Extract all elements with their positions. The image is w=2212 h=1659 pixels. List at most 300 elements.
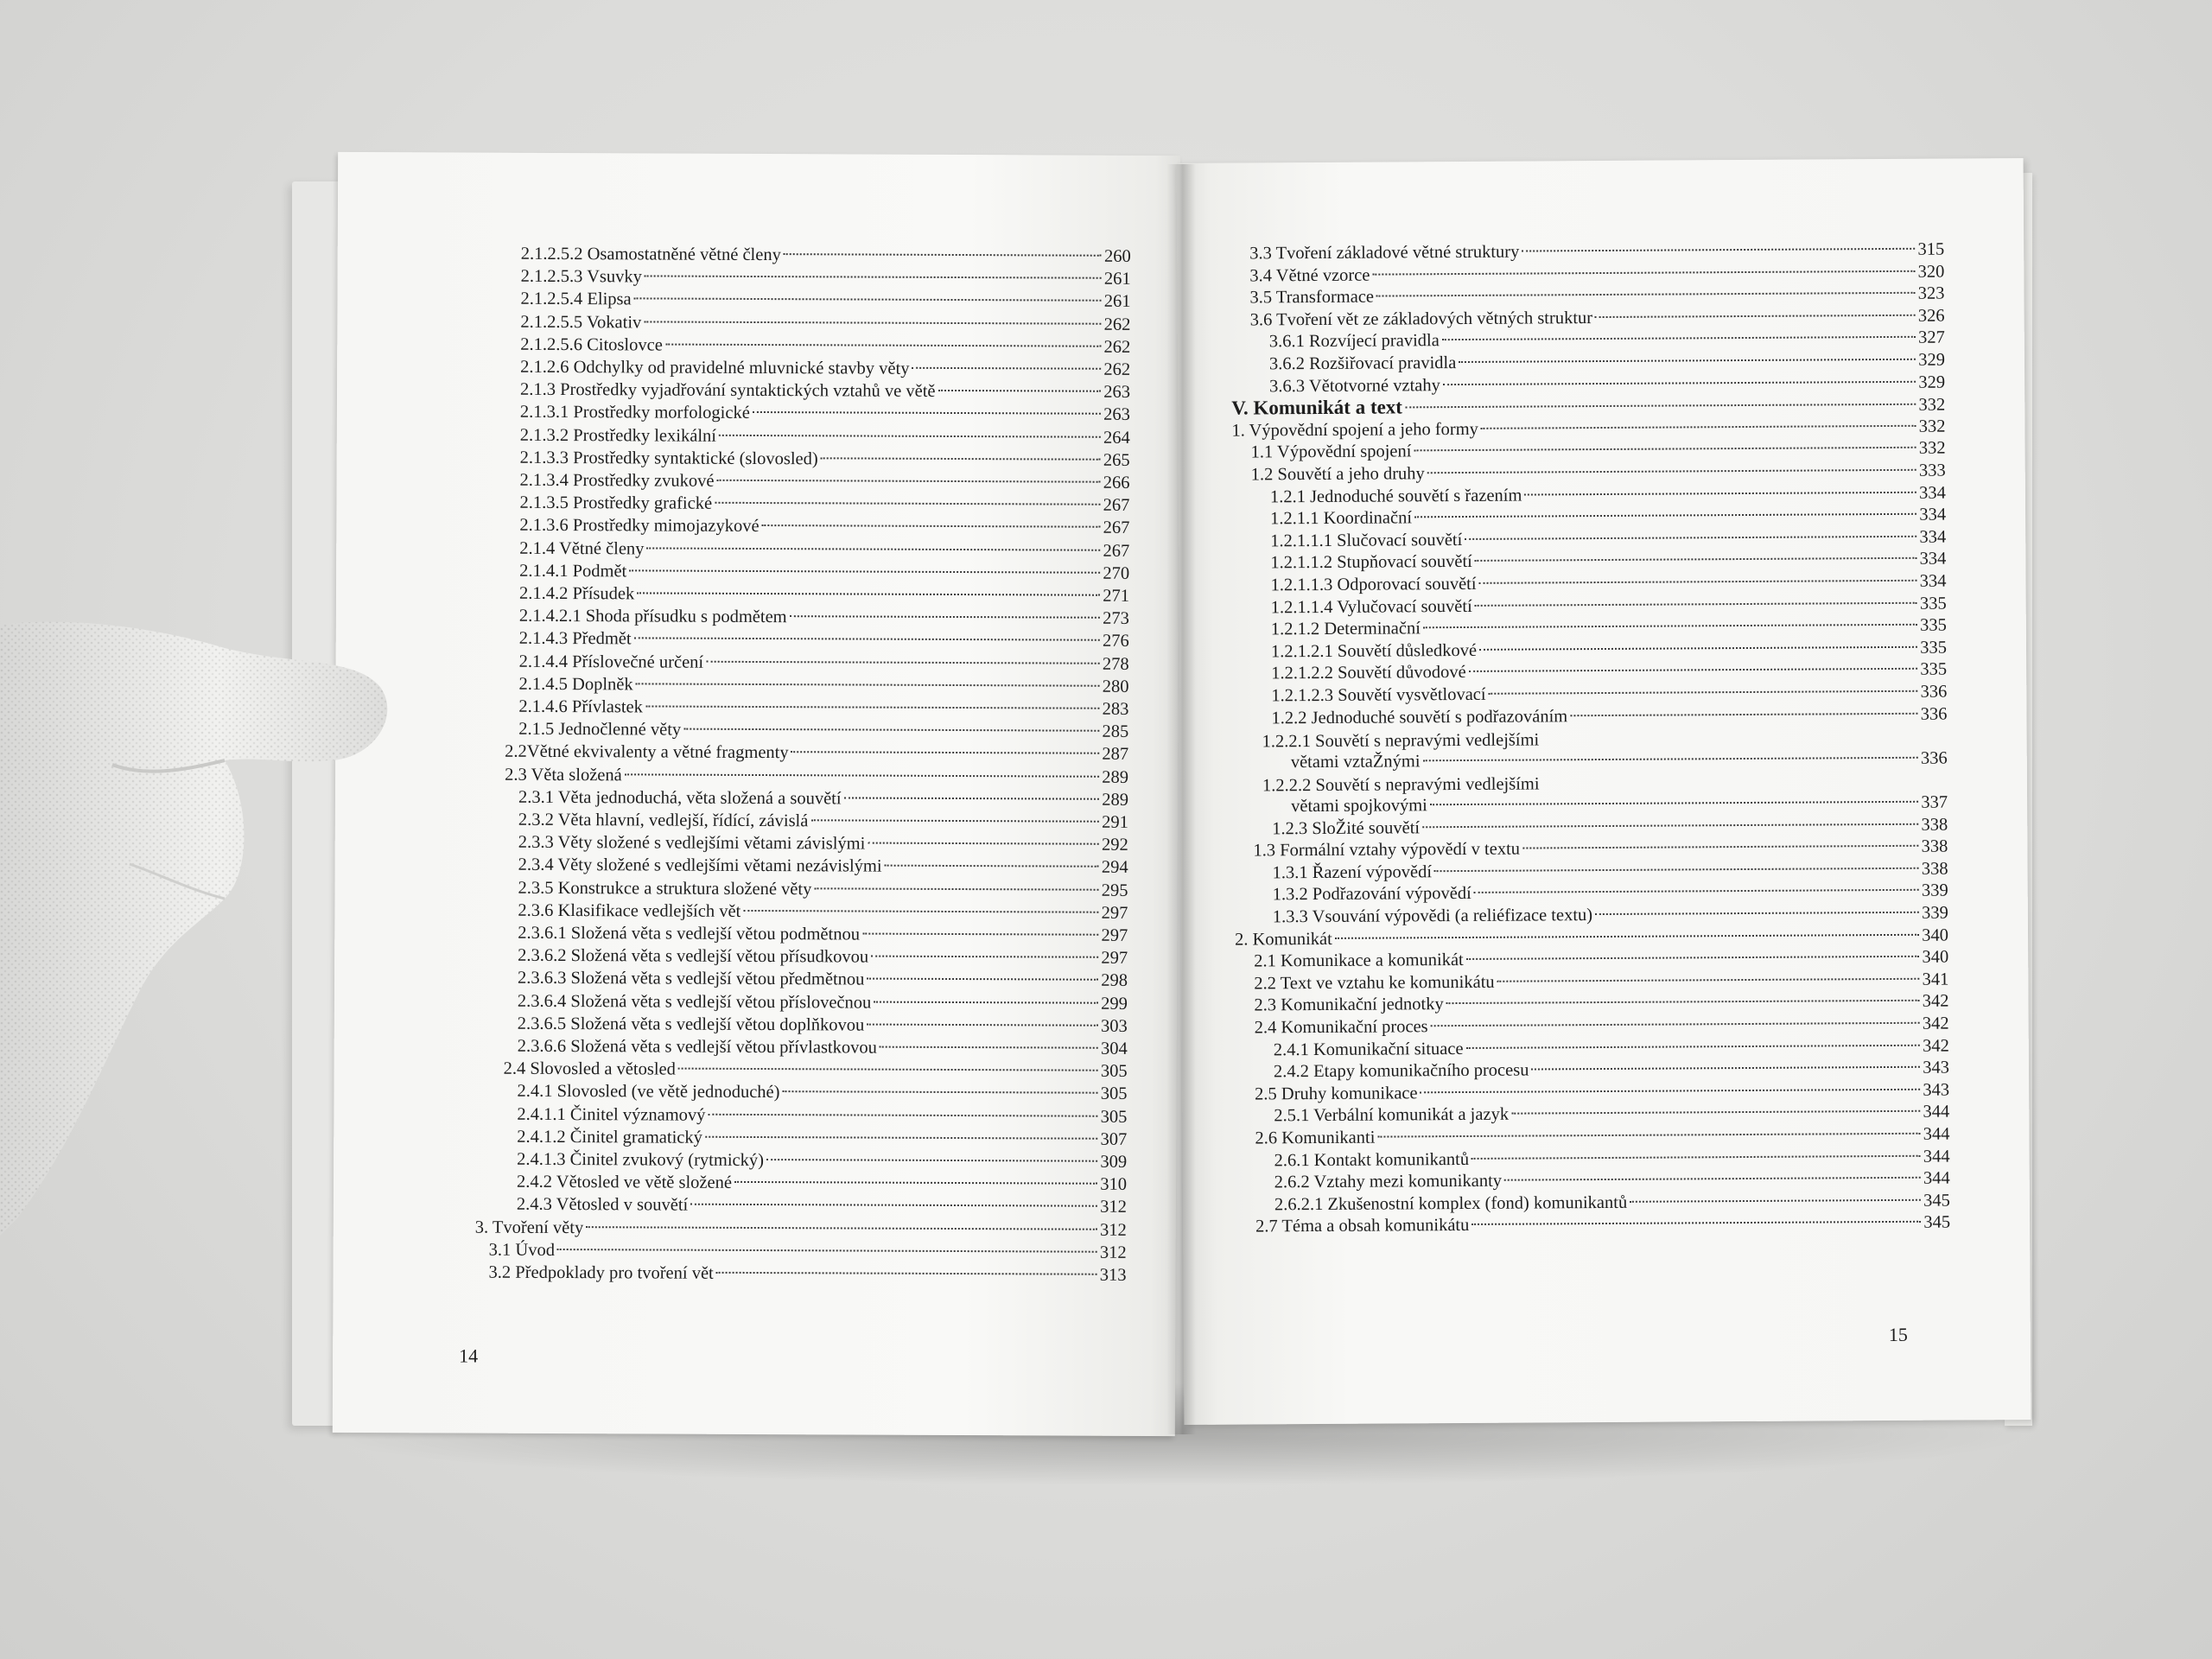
toc-entry-page: 270 xyxy=(1103,563,1130,583)
toc-leader-dots xyxy=(1481,425,1916,429)
toc-entry-title: 1.2.1.1.1 Slučovací souvětí xyxy=(1270,530,1463,551)
toc-entry-page: 280 xyxy=(1102,677,1129,696)
toc-leader-dots xyxy=(683,728,1099,732)
toc-leader-dots xyxy=(678,1068,1098,1071)
toc-entry-title: 3.2 Předpoklady pro tvoření vět xyxy=(488,1262,714,1283)
toc-entry-page: 334 xyxy=(1919,483,1946,503)
toc-entry-page: 339 xyxy=(1921,880,1948,901)
toc-leader-dots xyxy=(1466,956,1920,960)
toc-entry-title: 2.4.3 Větosled v souvětí xyxy=(516,1195,689,1216)
toc-entry-page: 336 xyxy=(1920,704,1948,724)
toc-entry-title: 2.4.1.3 Činitel zvukový (rytmický) xyxy=(517,1149,765,1171)
toc-entry-page: 262 xyxy=(1103,315,1131,334)
toc-leader-dots xyxy=(625,773,1100,777)
toc-entry-page: 267 xyxy=(1103,541,1130,561)
toc-entry-title: 3.6.3 Větotvorné vztahy xyxy=(1269,375,1440,396)
toc-entry-title: 2.4.1.2 Činitel gramatický xyxy=(517,1127,702,1147)
toc-entry-title-lead: 1.2.2.2 Souvětí s nepravými vedlejšími xyxy=(1262,774,1540,796)
toc-entry-title: 2.3.6.5 Složená věta s vedlejší větou doplňkovou xyxy=(517,1014,865,1035)
toc-entry-title: 2.3.6.2 Složená věta s vedlejší větou přísudkovou xyxy=(518,945,869,967)
toc-entry-title: 1.2.1 Jednoduché souvětí s řazením xyxy=(1269,486,1522,506)
toc-entry-page: 315 xyxy=(1917,239,1945,259)
toc-entry xyxy=(520,401,1130,426)
toc-leader-dots xyxy=(636,683,1100,686)
toc-entry-page: 339 xyxy=(1922,903,1948,923)
toc-leader-dots xyxy=(1427,469,1916,474)
toc-leader-dots xyxy=(665,343,1102,346)
toc-entry xyxy=(519,650,1129,675)
toc-entry-page: 297 xyxy=(1101,903,1128,923)
toc-entry-title: 2.1.4.6 Přívlastek xyxy=(518,696,643,717)
toc-leader-dots xyxy=(1570,712,1918,715)
toc-entry-page: 329 xyxy=(1918,372,1946,392)
toc-leader-dots xyxy=(766,1159,1097,1162)
toc-entry-page: 334 xyxy=(1919,505,1947,524)
toc-entry-title: 3.1 Úvod xyxy=(488,1240,556,1260)
toc-leader-dots xyxy=(1421,1089,1921,1094)
toc-entry-page: 263 xyxy=(1103,405,1130,425)
toc-entry-page: 292 xyxy=(1101,835,1128,855)
toc-entry-title: 2.3.5 Konstrukce a struktura složené věty xyxy=(518,878,812,899)
toc-entry xyxy=(505,763,1128,788)
toc-entry-page: 278 xyxy=(1102,654,1129,674)
toc-leader-dots xyxy=(629,569,1100,573)
toc-entry xyxy=(519,627,1129,652)
toc-entry-page: 265 xyxy=(1103,450,1130,470)
toc-entry-title: 1.3.1 Řazení výpovědí xyxy=(1272,862,1433,883)
toc-entry-title: 1.3.3 Vsouvání výpovědi (a reliéfizace textu) xyxy=(1272,906,1593,927)
toc-leader-dots xyxy=(1531,1066,1920,1071)
toc-entry-page: 342 xyxy=(1922,991,1949,1012)
toc-leader-dots xyxy=(637,592,1100,595)
toc-entry-page: 326 xyxy=(1917,306,1945,326)
toc-leader-dots xyxy=(912,367,1101,370)
toc-entry-page: 276 xyxy=(1102,632,1129,652)
toc-entry-title: 3.4 Větné vzorce xyxy=(1249,265,1370,286)
toc-leader-dots xyxy=(1466,1044,1920,1048)
toc-entry-page: 305 xyxy=(1100,1107,1128,1127)
toc-entry-title: 2.7 Téma a obsah komunikátu xyxy=(1255,1216,1470,1236)
right-page[interactable] xyxy=(1177,158,2031,1425)
toc-leader-dots xyxy=(1497,978,1920,982)
toc-entry xyxy=(517,1080,1127,1105)
toc-entry xyxy=(518,1013,1128,1038)
toc-entry-title: 2.4.2 Větosled ve větě složené xyxy=(516,1172,733,1193)
toc-entry-page: 334 xyxy=(1919,571,1947,591)
toc-entry xyxy=(518,876,1128,901)
toc-leader-dots xyxy=(1423,624,1917,628)
toc-entry-page: 312 xyxy=(1100,1198,1127,1217)
toc-entry xyxy=(519,582,1129,607)
toc-entry-page: 335 xyxy=(1920,615,1947,635)
toc-entry-title: 1.2.1.1.2 Stupňovací souvětí xyxy=(1270,552,1472,573)
toc-entry-title: 3.6.2 Rozšiřovací pravidla xyxy=(1268,353,1457,374)
toc-entry-page: 262 xyxy=(1103,337,1131,357)
toc-leader-dots xyxy=(645,705,1100,709)
toc-leader-dots xyxy=(867,1023,1098,1026)
toc-entry-title: 2.1.4.3 Předmět xyxy=(518,629,632,649)
toc-entry-title: 1.2.1.2.1 Souvětí důsledkové xyxy=(1270,640,1478,662)
toc-entry-title: 2.3 Věta složená xyxy=(505,765,622,785)
toc-entry-page: 291 xyxy=(1102,812,1128,832)
toc-entry xyxy=(519,492,1129,517)
toc-entry-title: 2.6.2 Vztahy mezi komunikanty xyxy=(1274,1171,1503,1192)
toc-entry-page: 264 xyxy=(1103,428,1130,448)
toc-entry-title: 2.1.4 Větné členy xyxy=(519,538,645,559)
toc-entry-title: 2.1.2.5.5 Vokativ xyxy=(520,312,642,333)
toc-entry-title: 1.3 Formální vztahy výpovědí v textu xyxy=(1253,839,1521,861)
toc-leader-dots xyxy=(1469,668,1918,672)
toc-leader-dots xyxy=(1479,580,1917,584)
toc-entry-page: 310 xyxy=(1100,1174,1128,1195)
toc-entry xyxy=(518,1035,1128,1060)
toc-leader-dots xyxy=(1431,1022,1920,1027)
toc-entry xyxy=(505,741,1128,766)
toc-entry-title: 1.2.2 Jednoduché souvětí s podřazováním xyxy=(1271,706,1568,728)
toc-leader-dots xyxy=(1414,447,1916,452)
toc-entry xyxy=(489,1262,1127,1287)
toc-entry-page: 335 xyxy=(1920,659,1948,680)
toc-leader-dots xyxy=(1595,912,1919,915)
toc-leader-dots xyxy=(1511,1110,1920,1115)
toc-entry-title: 3.5 Transformace xyxy=(1249,287,1375,308)
toc-entry-page: 334 xyxy=(1919,549,1947,569)
toc-leader-dots xyxy=(1422,757,1918,762)
toc-leader-dots xyxy=(871,956,1098,958)
toc-entry-title: 2.3.6.1 Složená věta s vedlejší větou podmětnou xyxy=(518,923,861,944)
toc-leader-dots xyxy=(1595,315,1916,318)
toc-entry-title: 2.1.4.2 Přísudek xyxy=(518,583,635,604)
toc-entry-page: 289 xyxy=(1102,767,1129,787)
toc-entry-title: 2.5.1 Verbální komunikát a jazyk xyxy=(1274,1105,1510,1126)
toc-entry xyxy=(518,718,1128,743)
toc-leader-dots xyxy=(862,933,1099,936)
toc-leader-dots xyxy=(790,615,1100,619)
toc-leader-dots xyxy=(1465,536,1916,540)
toc-leader-dots xyxy=(1471,1221,1921,1225)
toc-entry-page: 332 xyxy=(1918,416,1946,436)
toc-entry-title: 2.2Větné ekvivalenty a větné fragmenty xyxy=(505,742,789,763)
toc-leader-dots xyxy=(586,1226,1097,1230)
toc-entry xyxy=(1255,1211,1950,1238)
toc-entry-title: větami vztaŽnými xyxy=(1290,752,1421,772)
toc-entry-page: 345 xyxy=(1923,1191,1950,1211)
toc-entry-title: 2.1.2.6 Odchylky od pravidelné mluvnické stavby věty xyxy=(520,357,910,378)
toc-leader-dots xyxy=(880,1046,1098,1049)
toc-entry xyxy=(518,854,1128,879)
toc-entry-title: 2.3.2 Věta hlavní, vedlejší, řídící, závislá xyxy=(518,810,809,831)
toc-leader-dots xyxy=(645,276,1102,279)
toc-entry-title: 3. Tvoření věty xyxy=(474,1217,584,1237)
right-toc xyxy=(1222,238,1951,1236)
toc-entry-title: 2.1.4.2.1 Shoda přísudku s podmětem xyxy=(518,606,787,627)
toc-leader-dots xyxy=(646,547,1100,550)
toc-leader-dots xyxy=(708,1113,1097,1116)
toc-entry-page: 335 xyxy=(1919,594,1947,613)
toc-entry-title: 1.3.2 Podřazování výpovědí xyxy=(1272,884,1471,905)
toc-entry-title: 2.4.1 Komunikační situace xyxy=(1273,1039,1464,1059)
toc-leader-dots xyxy=(753,411,1101,415)
toc-entry xyxy=(518,967,1128,992)
toc-entry-page: 329 xyxy=(1918,350,1946,370)
toc-entry-title: 2.1.2.5.3 Vsuvky xyxy=(520,266,642,287)
toc-leader-dots xyxy=(1442,336,1916,340)
toc-entry xyxy=(518,944,1128,969)
toc-leader-dots xyxy=(1443,380,1916,385)
toc-leader-dots xyxy=(1524,491,1916,495)
toc-entry-page: 332 xyxy=(1918,395,1946,415)
toc-entry-title: 2.1.3.2 Prostředky lexikální xyxy=(519,425,717,446)
toc-leader-dots xyxy=(810,819,1099,822)
toc-entry-page: 266 xyxy=(1103,473,1130,493)
toc-entry-title: 2.6.2.1 Zkušenostní komplex (fond) komunikantů xyxy=(1274,1192,1628,1215)
toc-entry-page: 285 xyxy=(1102,721,1129,742)
toc-entry-title: 2.1.3.1 Prostředky morfologické xyxy=(519,403,750,423)
toc-leader-dots xyxy=(1335,933,1919,938)
toc-entry-title: 2.1.5 Jednočlenné věty xyxy=(518,719,682,740)
toc-leader-dots xyxy=(938,390,1102,392)
toc-leader-dots xyxy=(1446,1000,1920,1004)
toc-entry-page: 271 xyxy=(1103,586,1130,606)
toc-entry xyxy=(519,537,1129,562)
toc-leader-dots xyxy=(1489,690,1918,695)
toc-leader-dots xyxy=(1522,248,1915,252)
toc-entry-page: 262 xyxy=(1103,359,1131,379)
toc-entry-title: 1.2.1.2 Determinační xyxy=(1270,619,1421,639)
toc-entry xyxy=(518,989,1128,1014)
toc-leader-dots xyxy=(634,638,1100,641)
toc-entry xyxy=(519,605,1129,630)
toc-leader-dots xyxy=(706,660,1100,664)
toc-entry-page: 340 xyxy=(1922,947,1949,967)
toc-entry-title: 2.4 Komunikační proces xyxy=(1254,1017,1428,1038)
toc-entry-page: 263 xyxy=(1103,382,1131,403)
toc-leader-dots xyxy=(814,887,1098,890)
toc-entry-title: 2.3.6.6 Složená věta s vedlejší větou přívlastkovou xyxy=(517,1036,877,1058)
toc-entry-title: 2.1.3.4 Prostředky zvukové xyxy=(519,470,715,491)
toc-leader-dots xyxy=(743,910,1098,913)
toc-entry-title: 2.1.4.1 Podmět xyxy=(519,561,627,582)
toc-entry xyxy=(520,423,1130,448)
toc-leader-dots xyxy=(868,842,1099,845)
left-page[interactable] xyxy=(333,152,1180,1436)
toc-entry-page: 294 xyxy=(1101,858,1128,878)
toc-entry-title: 2.3 Komunikační jednotky xyxy=(1254,995,1444,1015)
toc-entry-page: 304 xyxy=(1100,1039,1128,1058)
toc-entry-title: 2.1.2.5.4 Elipsa xyxy=(520,289,632,309)
toc-entry-page: 309 xyxy=(1100,1152,1128,1172)
toc-entry-title: 2.6.1 Kontakt komunikantů xyxy=(1274,1149,1470,1170)
toc-entry xyxy=(518,922,1128,947)
toc-entry-title: 2.3.6 Klasifikace vedlejších vět xyxy=(518,900,741,921)
toc-entry-page: 342 xyxy=(1922,1014,1949,1033)
toc-entry xyxy=(520,356,1130,381)
toc-leader-dots xyxy=(715,502,1101,505)
toc-entry xyxy=(518,673,1128,698)
toc-entry-page: 342 xyxy=(1922,1036,1949,1056)
toc-leader-dots xyxy=(1405,404,1916,409)
toc-leader-dots xyxy=(1630,1199,1921,1203)
toc-entry xyxy=(521,265,1131,290)
toc-entry-title: 3.6 Tvoření vět ze základových větných struktur xyxy=(1249,308,1593,330)
toc-entry xyxy=(517,1103,1127,1128)
toc-entry-title: 1.1 Výpovědní spojení xyxy=(1250,442,1412,462)
toc-leader-dots xyxy=(557,1249,1097,1253)
toc-entry xyxy=(504,1058,1128,1083)
toc-entry-title: 2. Komunikát xyxy=(1234,929,1332,950)
toc-entry-page: 289 xyxy=(1102,790,1129,810)
toc-leader-dots xyxy=(716,480,1100,483)
toc-entry-page: 338 xyxy=(1921,815,1948,835)
toc-entry-page: 334 xyxy=(1919,527,1947,547)
toc-leader-dots xyxy=(791,752,1100,755)
toc-leader-dots xyxy=(716,1272,1097,1275)
toc-entry xyxy=(518,786,1128,811)
toc-leader-dots xyxy=(719,434,1101,437)
toc-leader-dots xyxy=(1471,1154,1921,1159)
toc-entry-title: 2.5 Druhy komunikace xyxy=(1255,1084,1418,1104)
toc-entry xyxy=(517,1126,1127,1151)
toc-entry-page: 341 xyxy=(1922,969,1949,989)
toc-leader-dots xyxy=(874,1001,1098,1003)
toc-entry-title: 3.6.1 Rozvíjecí pravidla xyxy=(1268,331,1440,352)
toc-leader-dots xyxy=(705,1136,1098,1140)
toc-entry-page: 297 xyxy=(1101,948,1128,969)
toc-entry-title: 1.2.1.1.3 Odporovací souvětí xyxy=(1270,574,1477,595)
toc-entry-page: 307 xyxy=(1100,1129,1128,1149)
toc-entry-title: 2.4 Slovosled a větosled xyxy=(503,1058,676,1079)
toc-entry-title: 1.2.3 SloŽité souvětí xyxy=(1272,817,1421,838)
toc-leader-dots xyxy=(844,797,1100,799)
toc-entry-page: 332 xyxy=(1918,438,1946,459)
toc-entry-title: 2.4.2 Etapy komunikačního procesu xyxy=(1273,1060,1529,1082)
toc-entry-title: 2.2 Text ve vztahu ke komunikátu xyxy=(1254,972,1495,994)
toc-leader-dots xyxy=(1377,1133,1920,1138)
toc-leader-dots xyxy=(1414,513,1916,518)
toc-entry-page: 305 xyxy=(1100,1084,1128,1104)
toc-entry xyxy=(520,288,1130,313)
toc-entry-page: 335 xyxy=(1920,638,1948,658)
toc-entry-title: 2.4.1.1 Činitel významový xyxy=(517,1104,706,1125)
toc-entry-title: 2.6 Komunikanti xyxy=(1255,1128,1376,1148)
toc-entry-page: 344 xyxy=(1923,1147,1950,1166)
toc-entry-title-lead: 1.2.2.1 Souvětí s nepravými vedlejšími xyxy=(1262,730,1540,752)
toc-entry-title: 1.2.1.2.3 Souvětí vysvětlovací xyxy=(1271,684,1486,706)
toc-entry-title: 1.2 Souvětí a jeho druhy xyxy=(1250,464,1425,485)
toc-entry-page: 313 xyxy=(1099,1265,1127,1285)
toc-entry xyxy=(475,1216,1127,1241)
toc-leader-dots xyxy=(644,321,1101,324)
toc-entry-page: 267 xyxy=(1103,495,1130,516)
toc-leader-dots xyxy=(867,978,1098,981)
toc-leader-dots xyxy=(1430,801,1919,805)
toc-entry-page: 344 xyxy=(1923,1102,1950,1122)
toc-entry-page: 260 xyxy=(1103,246,1131,266)
right-page-number: 15 xyxy=(1888,1323,1908,1345)
toc-entry-page: 343 xyxy=(1923,1080,1950,1100)
toc-entry xyxy=(519,560,1129,585)
toc-entry-title: 1.2.1.1 Koordinační xyxy=(1269,508,1413,529)
toc-entry-page: 261 xyxy=(1103,292,1131,312)
toc-leader-dots xyxy=(1522,845,1919,849)
toc-entry-title: 2.1.3.3 Prostředky syntaktické (slovosled) xyxy=(519,448,818,469)
toc-entry-title: 3.3 Tvoření základové větné struktury xyxy=(1249,242,1520,264)
toc-leader-dots xyxy=(762,524,1101,528)
toc-leader-dots xyxy=(734,1181,1097,1185)
toc-entry xyxy=(517,1193,1127,1218)
toc-leader-dots xyxy=(783,1091,1098,1095)
toc-entry xyxy=(1262,730,1948,773)
toc-entry-page: 312 xyxy=(1099,1243,1127,1262)
toc-entry xyxy=(518,809,1128,834)
toc-entry-page: 336 xyxy=(1920,748,1948,768)
toc-entry-title: 2.1.3.6 Prostředky mimojazykové xyxy=(519,516,760,537)
toc-entry xyxy=(518,899,1128,925)
toc-leader-dots xyxy=(1459,359,1916,363)
toc-entry xyxy=(518,696,1128,721)
toc-entry-page: 327 xyxy=(1917,327,1945,348)
toc-entry-title: 2.4.1 Slovosled (ve větě jednoduché) xyxy=(517,1082,780,1103)
toc-entry-title: 1.2.1.1.4 Vylučovací souvětí xyxy=(1270,596,1472,617)
toc-entry xyxy=(517,1148,1127,1173)
toc-entry-page: 283 xyxy=(1102,699,1129,719)
left-toc xyxy=(474,243,1131,1285)
toc-entry xyxy=(520,378,1130,404)
toc-leader-dots xyxy=(1372,270,1915,275)
toc-entry-title: větami spojkovými xyxy=(1291,796,1427,817)
toc-leader-dots xyxy=(885,865,1099,868)
toc-entry-title: 2.3.6.4 Složená věta s vedlejší větou příslovečnou xyxy=(517,991,872,1013)
toc-entry-page: 320 xyxy=(1917,262,1945,282)
toc-entry-page: 338 xyxy=(1921,836,1948,856)
toc-entry-page: 323 xyxy=(1917,283,1945,303)
toc-entry-page: 295 xyxy=(1101,880,1128,900)
toc-leader-dots xyxy=(1479,646,1917,651)
toc-entry-page: 298 xyxy=(1101,971,1128,991)
toc-leader-dots xyxy=(1422,823,1918,828)
toc-leader-dots xyxy=(784,253,1102,257)
toc-entry-title: 2.1.4.4 Příslovečné určení xyxy=(518,652,704,672)
toc-entry-title: 1. Výpovědní spojení a jeho formy xyxy=(1231,419,1478,441)
toc-entry-title: 2.3.4 Věty složené s vedlejšími větami nezávislými xyxy=(518,855,882,877)
toc-leader-dots xyxy=(1376,292,1916,297)
toc-entry-page: 345 xyxy=(1923,1212,1951,1233)
toc-entry-page: 337 xyxy=(1921,792,1948,812)
toc-entry-page: 336 xyxy=(1920,682,1948,702)
toc-entry-title: 2.1.4.5 Doplněk xyxy=(518,674,633,695)
toc-entry-page: 297 xyxy=(1101,925,1128,945)
gloved-hand xyxy=(0,613,449,1305)
toc-entry-page: 338 xyxy=(1921,859,1948,879)
toc-entry xyxy=(518,831,1128,856)
toc-entry xyxy=(519,514,1129,539)
toc-entry-title: 2.3.3 Věty složené s vedlejšími větami závislými xyxy=(518,832,866,854)
toc-entry-page: 305 xyxy=(1100,1061,1128,1082)
toc-entry-page: 333 xyxy=(1918,461,1946,480)
toc-entry-page: 287 xyxy=(1102,745,1129,765)
toc-entry xyxy=(520,447,1130,472)
toc-entry xyxy=(521,243,1131,268)
toc-entry-page: 273 xyxy=(1103,608,1129,629)
toc-entry-page: 344 xyxy=(1923,1124,1950,1144)
toc-leader-dots xyxy=(690,1204,1097,1207)
toc-entry-page: 343 xyxy=(1923,1058,1950,1077)
toc-entry-page: 267 xyxy=(1103,518,1130,538)
toc-entry-title: 2.3.6.3 Složená věta s vedlejší větou předmětnou xyxy=(518,969,865,989)
toc-leader-dots xyxy=(1504,1177,1921,1181)
toc-entry-title: 2.1.3 Prostředky vyjadřování syntaktických vztahů ve větě xyxy=(519,379,936,402)
toc-entry xyxy=(520,469,1130,494)
